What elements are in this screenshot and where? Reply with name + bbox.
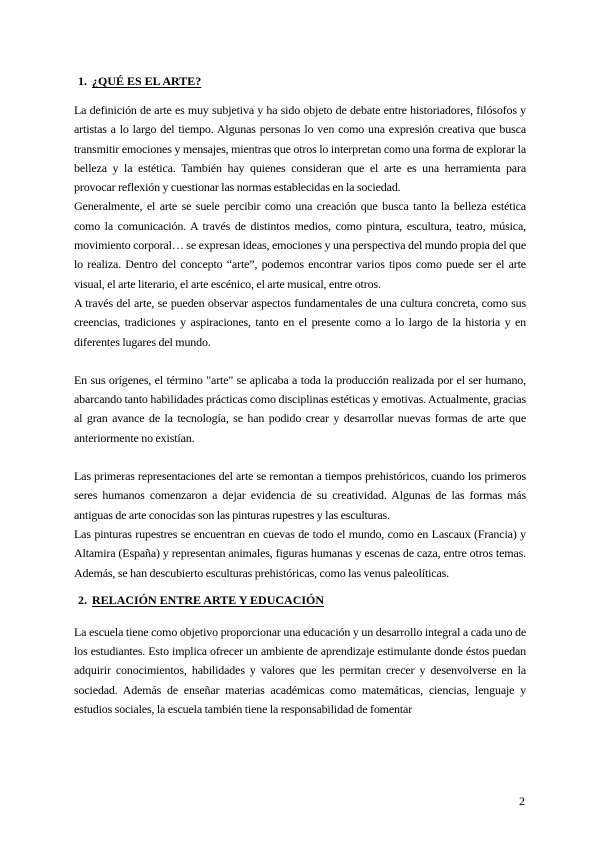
section-title: ¿QUÉ ES EL ARTE? bbox=[92, 74, 202, 88]
page-content bbox=[74, 72, 526, 719]
section-number: 2. bbox=[78, 592, 87, 607]
section-title: RELACIÓN ENTRE ARTE Y EDUCACIÓN bbox=[92, 592, 325, 607]
section-heading-art-and-education bbox=[74, 591, 526, 609]
section-number: 1. bbox=[78, 74, 87, 88]
paragraph-definition: La definición de arte es muy subjetiva y ha sido objeto de debate entre historiadores, filósofos y artistas a lo largo del tiempo. Algunas personas lo ven como una expresión creativa que busca transmitir emociones y mensajes, mientras que otros lo interpretan como una forma de explorar la belleza y la estética. También hay quienes consideran que el arte es una herramienta para provocar reflexión y cuestionar las normas establecidas en la sociedad. bbox=[74, 103, 526, 195]
paragraph-school-objective: La escuela tiene como objetivo proporcionar una educación y un desarrollo integral a cada uno de los estudiantes. Esto implica ofrecer un ambiente de aprendizaje estimulante donde éstos puedan adquirir conocimientos, habilidades y valores que les permitan crecer y desenvolverse en la sociedad. Además de enseñar materias académicas como matemáticas, ciencias, lenguaje y estudios sociales, la escuela también tiene la responsabilidad de fomentar bbox=[74, 624, 526, 717]
section-heading-what-is-art bbox=[74, 72, 526, 90]
paragraph-origins: En sus orígenes, el término "arte" se aplicaba a toda la producción realizada por el ser humano, abarcando tanto habilidades prácticas como disciplinas estéticas y emotivas. Actualmente, gracias al gran avance de la tecnología, se han podido crear y desarrollar nuevas formas de arte que anteriormente no existían. bbox=[74, 372, 526, 445]
paragraph-general-perception: Generalmente, el arte se suele percibir como una creación que busca tanto la belleza estética como la comunicación. A través de distintos medios, como pintura, escultura, teatro, música, movimiento corporal… se expresan ideas, emociones y una perspectiva del mundo propia del que lo realiza. Dentro del concepto “arte”, podemos encontrar varios tipos como puede ser el arte visual, el arte literario, el arte escénico, el arte musical, entre otros. bbox=[74, 199, 526, 291]
paragraph-cave-paintings: Las pinturas rupestres se encuentran en cuevas de todo el mundo, como en Lascaux (Francia) y Altamira (España) y representan animales, figuras humanas y escenas de caza, entre otros temas. Además, se han descubierto esculturas prehistóricas, como las venus paleolíticas. bbox=[74, 526, 526, 580]
paragraph-culture: A través del arte, se pueden observar aspectos fundamentales de una cultura concreta, como sus creencias, tradiciones y aspiraciones, tanto en el presente como a lo largo de la historia y en diferentes lugares del mundo. bbox=[74, 295, 526, 349]
paragraph-prehistoric: Las primeras representaciones del arte se remontan a tiempos prehistóricos, cuando los primeros seres humanos comenzaron a dejar evidencia de su creatividad. Algunas de las formas más antiguas de arte conocidas son las pinturas rupestres y las esculturas. bbox=[74, 469, 526, 522]
page-number: 2 bbox=[519, 794, 525, 808]
